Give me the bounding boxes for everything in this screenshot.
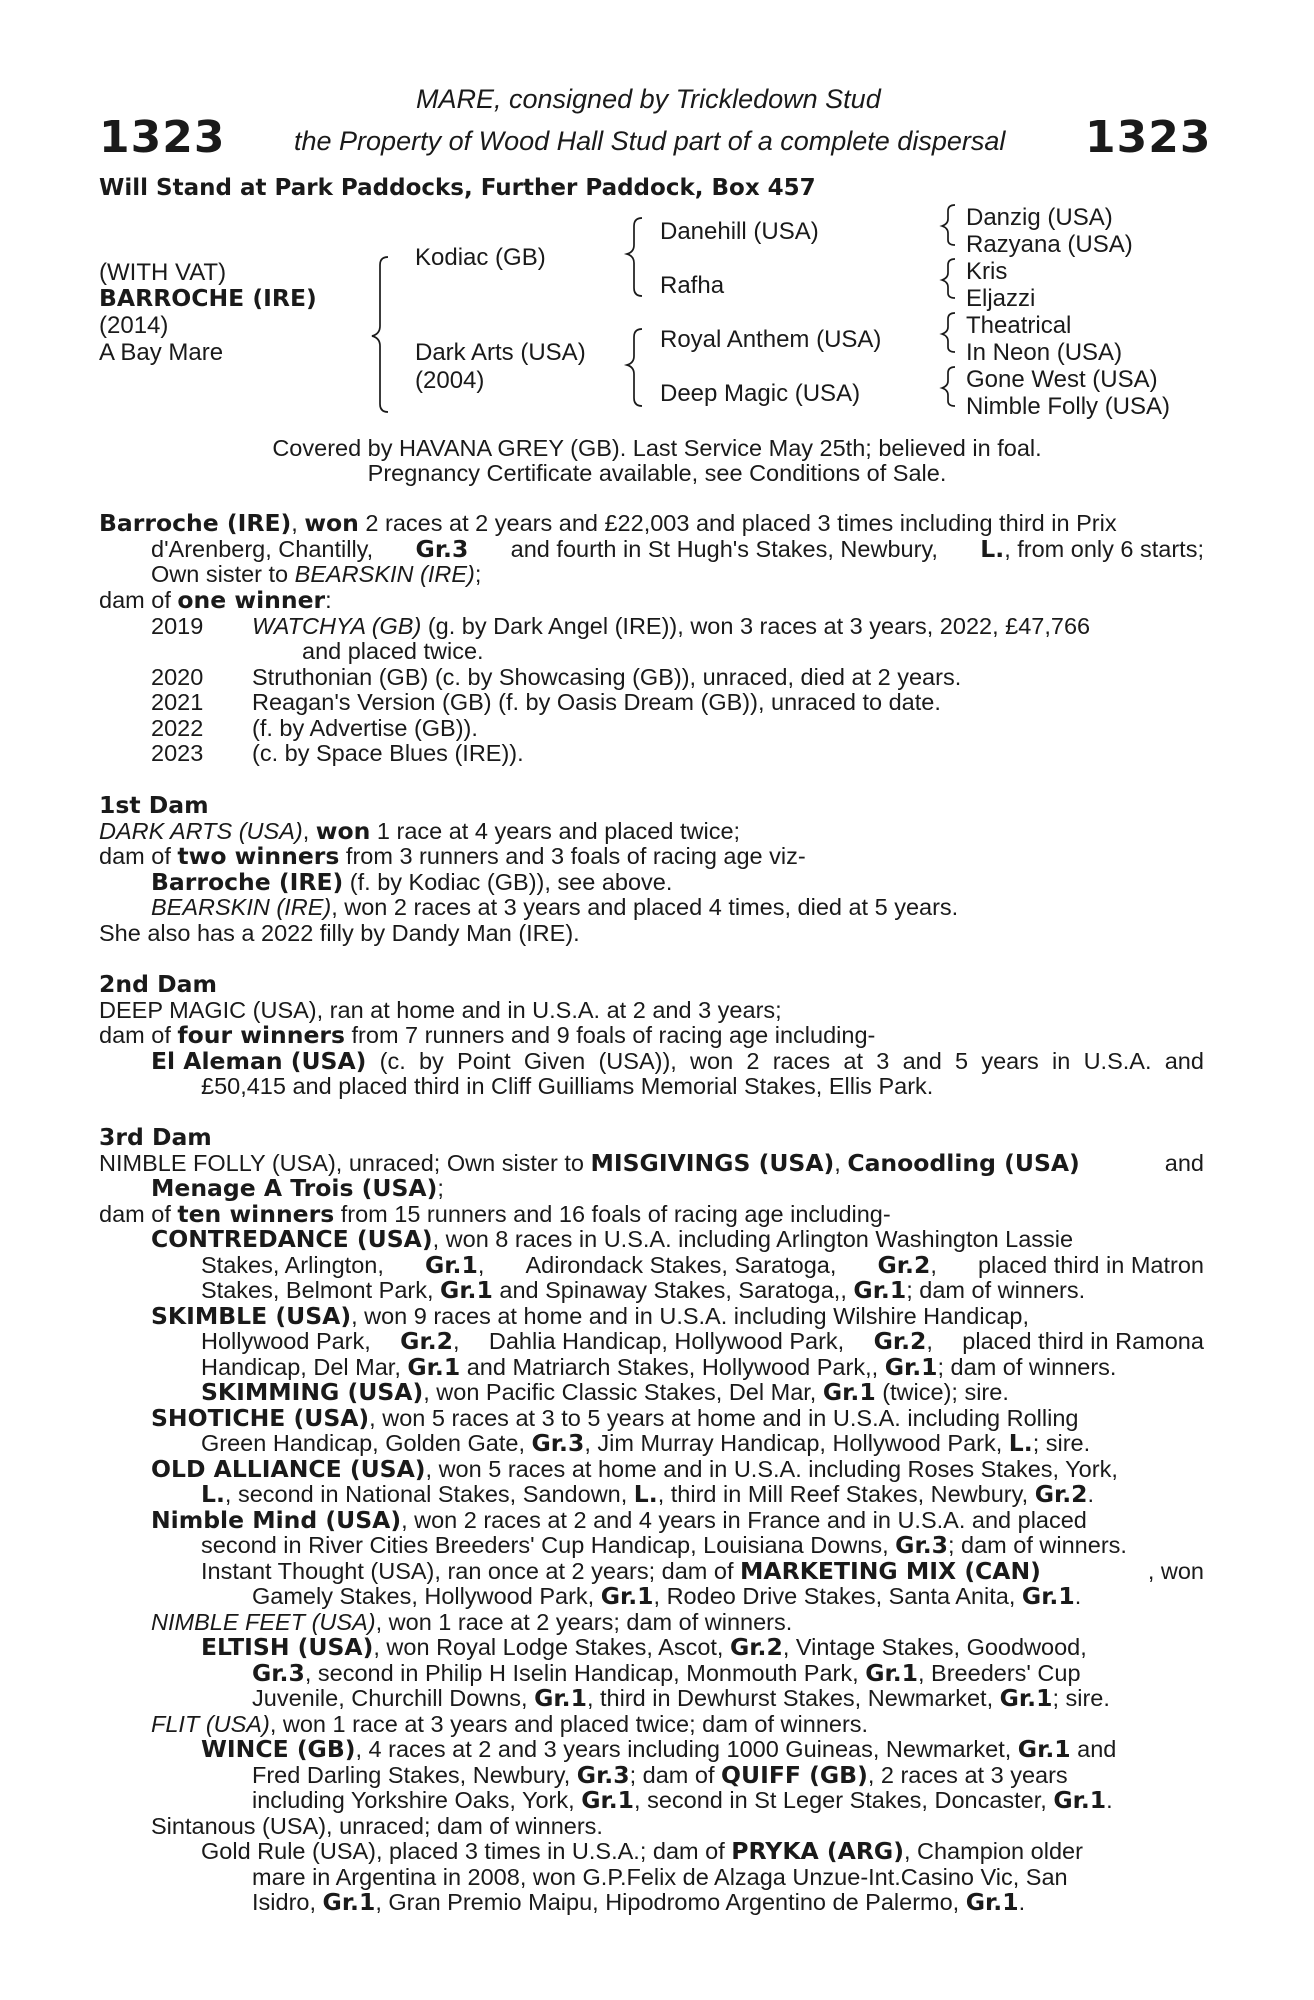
third-dam-line-2: Menage A Trois (USA); <box>151 1174 444 1202</box>
skimming-line: SKIMMING (USA), won Pacific Classic Stakes, Del Mar, Gr.1 (twice); sire. <box>201 1378 1009 1406</box>
lot-number-right: 1323 <box>1085 112 1212 163</box>
second-dam-heading: 2nd Dam <box>99 970 217 998</box>
brace-gg1 <box>942 205 955 245</box>
produce-year: 2021 <box>151 689 204 715</box>
pedigree-gp-2: Rafha <box>660 272 725 299</box>
second-dam-entry-cont: £50,415 and placed third in Cliff Guilliams Memorial Stakes, Ellis Park. <box>201 1073 934 1099</box>
skimble-line-2: Hollywood Park, Gr.2, Dahlia Handicap, Hollywood Park, Gr.2, placed third in Ramona <box>201 1327 1204 1355</box>
old-alliance-line-1: OLD ALLIANCE (USA), won 5 races at home and in U.S.A. including Roses Stakes, York, <box>151 1455 1118 1483</box>
skimble-line-3: Handicap, Del Mar, Gr.1 and Matriarch Stakes, Hollywood Park,, Gr.1; dam of winners. <box>201 1353 1117 1381</box>
contredance-line-3: Stakes, Belmont Park, Gr.1 and Spinaway Stakes, Saratoga,, Gr.1; dam of winners. <box>201 1276 1086 1304</box>
lot-number-left: 1323 <box>99 112 226 163</box>
produce-year: 2019 <box>151 613 204 639</box>
vat-note: (WITH VAT) <box>99 259 227 286</box>
eltish-line-2: Gr.3, second in Philip H Iselin Handicap, Monmouth Park, Gr.1, Breeders' Cup <box>252 1659 1081 1687</box>
third-dam-heading: 3rd Dam <box>99 1123 212 1151</box>
foaling-year: (2014) <box>99 312 169 339</box>
skimble-line-1: SKIMBLE (USA), won 9 races at home and in U.S.A. including Wilshire Handicap, <box>151 1302 1029 1330</box>
record-line-4: dam of one winner: <box>99 586 332 614</box>
pedigree-gp-1: Danehill (USA) <box>660 218 819 245</box>
grade-label: Gr.3 <box>415 535 469 563</box>
contredance-line-2: Stakes, Arlington, Gr.1, Adirondack Stakes, Saratoga, Gr.2, placed third in Matron <box>201 1251 1204 1279</box>
record-text-2b: and fourth in St Hugh's Stakes, Newbury, <box>510 536 938 562</box>
stand-location: Will Stand at Park Paddocks, Further Paddock, Box 457 <box>99 175 816 201</box>
wince-line-2: Fred Darling Stakes, Newbury, Gr.3; dam of QUIFF (GB), 2 races at 3 years <box>252 1761 1068 1789</box>
pedigree-ggp-3: Kris <box>966 258 1008 285</box>
pedigree-dam-year: (2004) <box>415 367 485 394</box>
pedigree-gp-3: Royal Anthem (USA) <box>660 326 882 353</box>
record-text-2a: d'Arenberg, Chantilly, <box>151 536 374 562</box>
record-won: won <box>304 509 359 537</box>
first-dam-heading: 1st Dam <box>99 791 209 819</box>
horse-description: A Bay Mare <box>99 339 224 366</box>
record-line-3: Own sister to BEARSKIN (IRE); <box>151 561 482 587</box>
produce-entry-cont: and placed twice. <box>302 638 484 664</box>
second-dam-entry: El Aleman (USA) (c. by Point Given (USA)), won 2 races at 3 and 5 years in U.S.A. and <box>151 1047 1204 1075</box>
sister-name: BEARSKIN (IRE) <box>294 561 475 587</box>
record-line-1: Barroche (IRE), won 2 races at 2 years and £22,003 and placed 3 times including third in Prix <box>99 509 1117 537</box>
produce-entry: Reagan's Version (GB) (f. by Oasis Dream (GB)), unraced to date. <box>252 689 941 715</box>
brace-dam <box>627 329 642 406</box>
covering-line-2: Pregnancy Certificate available, see Conditions of Sale. <box>367 460 947 486</box>
consignor-line: MARE, consigned by Trickledown Stud <box>416 84 881 114</box>
old-alliance-line-2: L., second in National Stakes, Sandown, L., third in Mill Reef Stakes, Newbury, Gr.2. <box>201 1480 1095 1508</box>
record-text: 2 races at 2 years and £22,003 and placed 3 times including third in Prix <box>358 510 1117 536</box>
eltish-line-1: ELTISH (USA), won Royal Lodge Stakes, Ascot, Gr.2, Vintage Stakes, Goodwood, <box>201 1633 1087 1661</box>
nimble-mind-line-1: Nimble Mind (USA), won 2 races at 2 and 4 years in France and in U.S.A. and placed <box>151 1506 1087 1534</box>
gold-rule-line-2: mare in Argentina in 2008, won G.P.Felix de Alzaga Unzue-Int.Casino Vic, San <box>252 1864 1068 1890</box>
pedigree-ggp-2: Razyana (USA) <box>966 231 1133 258</box>
wince-line-1: WINCE (GB), 4 races at 2 and 3 years including 1000 Guineas, Newmarket, Gr.1 and <box>201 1735 1117 1763</box>
instant-thought-line-1: Instant Thought (USA), ran once at 2 years; dam of MARKETING MIX (CAN) , won <box>201 1557 1204 1585</box>
gold-rule-line-1: Gold Rule (USA), placed 3 times in U.S.A.; dam of PRYKA (ARG), Champion older <box>201 1837 1083 1865</box>
produce-entry: WATCHYA (GB) (g. by Dark Angel (IRE)), won 3 races at 3 years, 2022, £47,766 <box>252 613 1091 639</box>
nimble-mind-line-2: second in River Cities Breeders' Cup Handicap, Louisiana Downs, Gr.3; dam of winners. <box>201 1531 1127 1559</box>
winners-count: one winner <box>177 586 326 614</box>
record-line-2 <box>151 537 1204 563</box>
wince-line-3: including Yorkshire Oaks, York, Gr.1, second in St Leger Stakes, Doncaster, Gr.1. <box>252 1786 1113 1814</box>
produce-entry: (f. by Advertise (GB)). <box>252 715 478 741</box>
first-dam-entry: Barroche (IRE) (f. by Kodiac (GB)), see above. <box>151 868 673 896</box>
brace-sire <box>627 218 642 296</box>
pedigree-sire: Kodiac (GB) <box>415 244 546 271</box>
produce-year: 2022 <box>151 715 204 741</box>
record-horse-name: Barroche (IRE) <box>99 509 292 537</box>
flit-line: FLIT (USA), won 1 race at 3 years and placed twice; dam of winners. <box>151 1711 869 1737</box>
produce-year: 2023 <box>151 740 204 766</box>
pedigree-ggp-6: In Neon (USA) <box>966 339 1123 366</box>
listed-label: L. <box>980 535 1005 563</box>
first-dam-entry: BEARSKIN (IRE), won 2 races at 3 years and placed 4 times, died at 5 years. <box>151 894 959 920</box>
property-line: the Property of Wood Hall Stud part of a complete dispersal <box>294 126 1006 156</box>
produce-year: 2020 <box>151 664 204 690</box>
shotiche-line-1: SHOTICHE (USA), won 5 races at 3 to 5 years at home and in U.S.A. including Rolling <box>151 1404 1079 1432</box>
sintanous-line: Sintanous (USA), unraced; dam of winners. <box>151 1813 603 1839</box>
instant-thought-line-2: Gamely Stakes, Hollywood Park, Gr.1, Rodeo Drive Stakes, Santa Anita, Gr.1. <box>252 1582 1082 1610</box>
third-dam-line-3: dam of ten winners from 15 runners and 16 foals of racing age including- <box>99 1200 891 1228</box>
produce-entry: Struthonian (GB) (c. by Showcasing (GB)), unraced, died at 2 years. <box>252 664 962 690</box>
pedigree-ggp-4: Eljazzi <box>966 285 1036 312</box>
shotiche-line-2: Green Handicap, Golden Gate, Gr.3, Jim Murray Handicap, Hollywood Park, L.; sire. <box>201 1429 1091 1457</box>
pedigree-gp-4: Deep Magic (USA) <box>660 380 861 407</box>
pedigree-ggp-7: Gone West (USA) <box>966 366 1158 393</box>
record-text-2c: , from only 6 starts; <box>1004 536 1204 562</box>
pedigree-ggp-5: Theatrical <box>966 312 1072 339</box>
brace-gg3 <box>942 313 955 352</box>
produce-entry: (c. by Space Blues (IRE)). <box>252 740 524 766</box>
covering-line-1: Covered by HAVANA GREY (GB). Last Service May 25th; believed in foal. <box>272 435 1042 461</box>
contredance-line-1: CONTREDANCE (USA), won 8 races in U.S.A. including Arlington Washington Lassie <box>151 1225 1074 1253</box>
pedigree-dam: Dark Arts (USA) <box>415 339 586 366</box>
first-dam-line-1: DARK ARTS (USA), won 1 race at 4 years and placed twice; <box>99 817 741 845</box>
nimble-feet-line: NIMBLE FEET (USA), won 1 race at 2 years; dam of winners. <box>151 1609 793 1635</box>
first-dam-line-2: dam of two winners from 3 runners and 3 foals of racing age viz- <box>99 842 806 870</box>
first-dam-also: She also has a 2022 filly by Dandy Man (IRE). <box>99 920 580 946</box>
gold-rule-line-3: Isidro, Gr.1, Gran Premio Maipu, Hipodromo Argentino de Palermo, Gr.1. <box>252 1888 1026 1916</box>
second-dam-line-1: DEEP MAGIC (USA), ran at home and in U.S.A. at 2 and 3 years; <box>99 997 782 1023</box>
pedigree-ggp-8: Nimble Folly (USA) <box>966 393 1171 420</box>
brace-gen1 <box>372 257 388 412</box>
brace-gg2 <box>942 259 955 298</box>
third-dam-line-1: NIMBLE FOLLY (USA), unraced; Own sister to MISGIVINGS (USA), Canoodling (USA) and <box>99 1149 1204 1177</box>
brace-gg4 <box>942 367 955 406</box>
second-dam-line-2: dam of four winners from 7 runners and 9 foals of racing age including- <box>99 1021 876 1049</box>
pedigree-ggp-1: Danzig (USA) <box>966 204 1113 231</box>
horse-name: BARROCHE (IRE) <box>99 284 317 312</box>
eltish-line-3: Juvenile, Churchill Downs, Gr.1, third in Dewhurst Stakes, Newmarket, Gr.1; sire. <box>252 1684 1110 1712</box>
